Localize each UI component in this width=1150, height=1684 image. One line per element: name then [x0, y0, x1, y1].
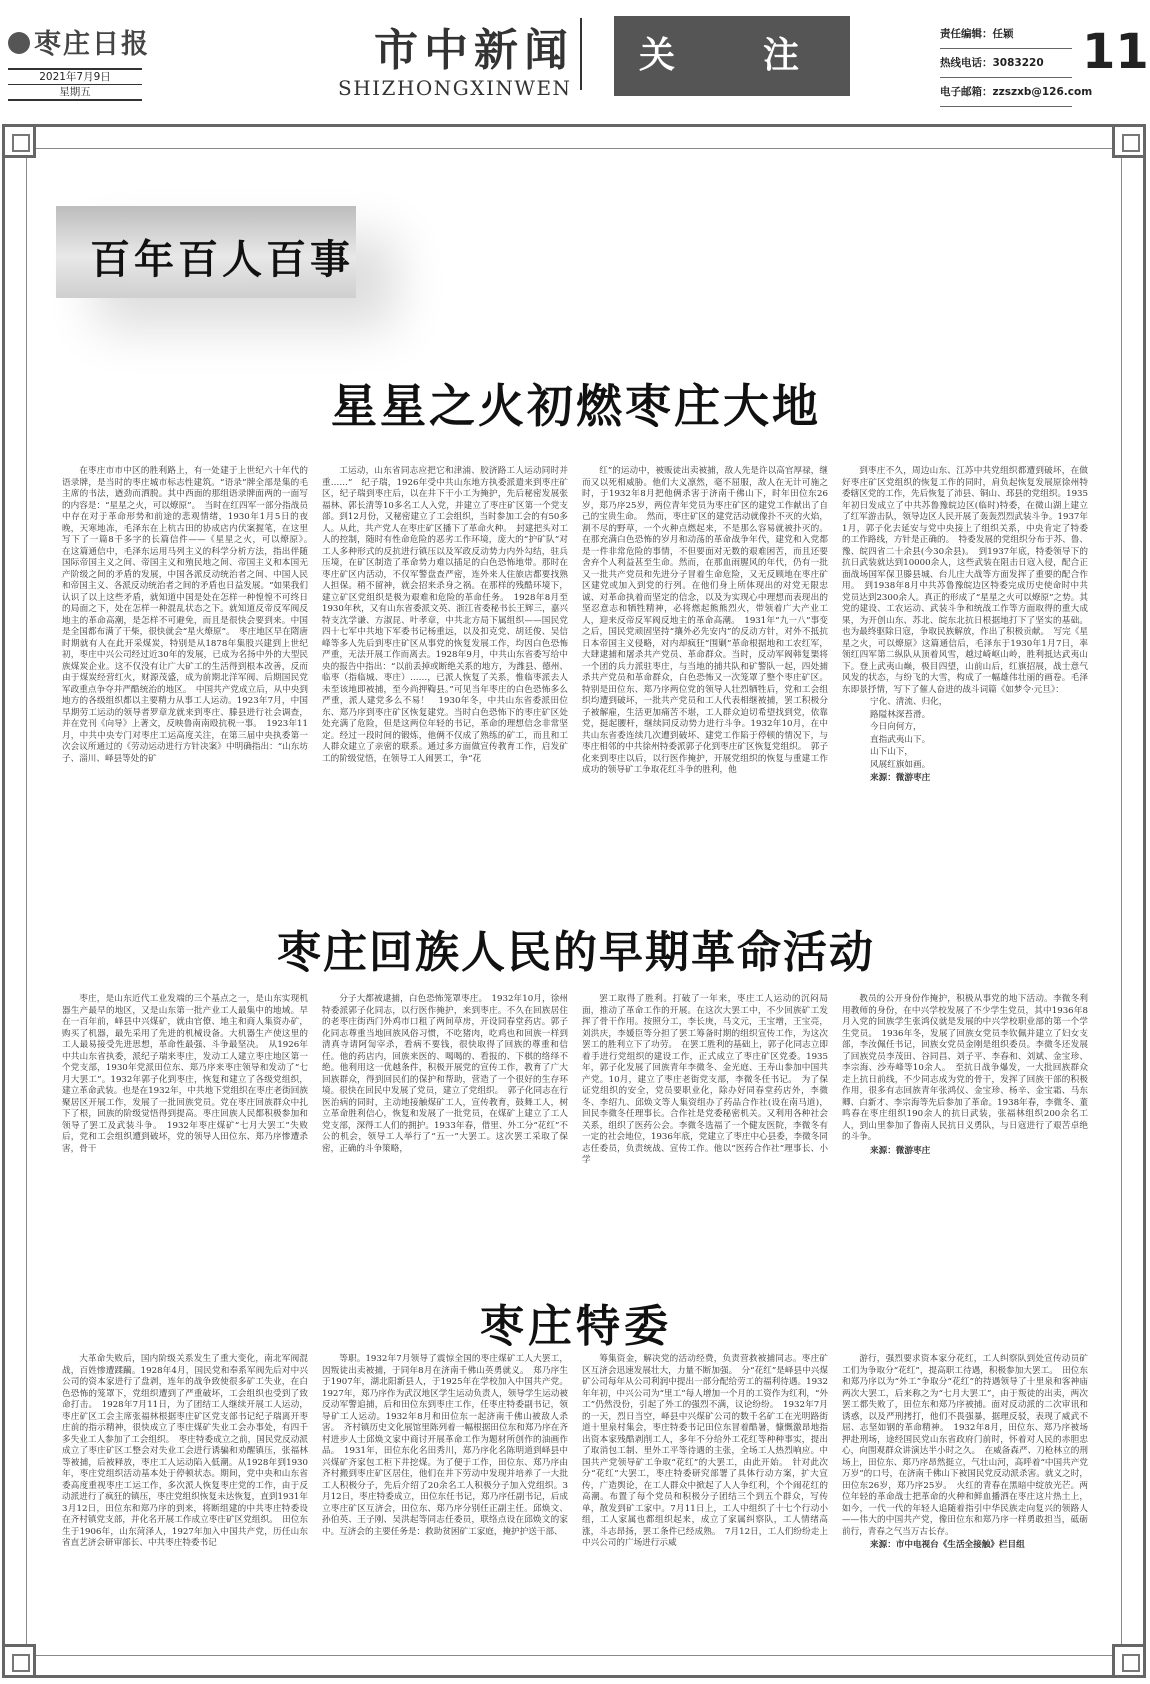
- article-text: 大革命失败后，国内阶级关系发生了重大变化，南北军阀混战，百姓惨遭蹂躏。1928年4月，国民党和奉系军阀先后对中兴公司的资本家进行了盘剥，连年的战争致使很多矿工失业，在白色恐怖的笼罩下，党组织遭到了严重破坏，工会组织也受到了致命打击。 1928年7月11日，为了团结工人继续开展工人运动，枣庄矿区工会主席张福林根据枣庄矿区党支部书记纪子瑞离开枣庄前的指示精神，很快成立了枣庄煤矿失业工会办事处，有四千多失业工人参加了工会组织。 枣庄特委成立之前，国民党反动派成立了枣庄矿区工整会对失业工会进行诱骗和劝醒镇压，张福林等被捕，后被释放，枣庄工人运动陷入低潮。从1928年到1930年，枣庄党组织活动基本处于停顿状态。期间，党中央和山东省委高度重视枣庄工运工作，多次派人恢复枣庄党的工作，由于反动派进行了疯狂的镇压，枣庄党组织恢复未达恢复，直到1931年3月12日，田位东和郑乃序的到来，将断组建的中共枣庄特委设在齐村镇党支部，并化名开展工作成立枣庄矿区党组织。 田位东生于1906年，山东菏泽人，1927年加入中国共产党，历任山东省直艺济会研审部长、中共枣庄特委书记: [62, 1354, 308, 1548]
- article-text: 游行，强烈要求资本家分花红，工人纠察队到处宣传动员矿工们为争取分“花红”，提高职工待遇，积极参加大罢工。 田位东和郑乃序以为“外工”争取分“花红”的持遇领导了十里泉和客神庙两次大罢工，后来称之为“七月大罢工”，由于叛徒的出卖，两次罢工都失败了，田位东和郑乃序被捕。面对反动派的二次审讯和诱惑，以及严刑拷打，他们不畏强暴，据理反驳，表现了威武不屈、志坚如钢的革命精神。 1932年8月，田位东、郑乃序被场押赴刑场，途经国民党山东省政府门前时，怀着对人民的赤胆忠心，向围观群众讲演达半小时之久。 在威备森严、刀枪林立的刑场上，田位东、郑乃序昂然挺立，气壮山河，高呼着“中国共产党万岁”的口号，在济南千佛山下被国民党反动派杀害。就义之时，田位东26岁，郑乃序25岁。 火红的青春在黑暗中绽放光芒。两位年轻的革命战士把革命的火种和鲜血播洒在枣庄这片热土上，如今，一代一代的年轻人追随着指引中华民族走向复兴的领路人——伟大的中国共产党，像田位东和郑乃序一样勇敢担当，砥砺前行，青春之气当万古长存。: [842, 1354, 1088, 1537]
- article-text: 等职。1932年7月领导了震惊全国的枣庄煤矿工人大罢工，因叛徒出卖被捕，于同年8月在济南千佛山英勇就义。 郑乃序生于1907年，湖北阳新县人，于1925年在学校加入中国共产党。1927年，郑乃序作为武汉地区学生运动负责人，领导学生运动被反动军警追捕，后和田位东到枣庄工作，任枣庄特委副书记，领导矿工人运动。1932年8月和田位东一起济南千佛山被敌人杀害。 齐村镇历史文化展馆里陈列着一幅根据田位东和郑乃序在齐村进步人士邱焕文家中商讨开展革命工作为题材所创作的油画作品。 1931年，田位东化名田秀川，郑乃序化名陈明道到峄县中兴煤矿齐家包工柜下井挖煤。为了便于工作，田位东、郑乃序由齐村搬到枣庄矿区居住，他们在井下劳动中发现并培养了一大批工人积极分子，先后介绍了20余名工人积极分子加入党组织。3月12日，枣庄特委成立，田位东任书记，郑乃序任副书记，后成立枣庄矿区互济会，田位东、郑乃序分别任正副主任。邱焕文、孙伯英、王子刚、吴洪起等同志任委员，联络点设在邱焕文的家中。互济会的主要任务是：救助贫困矿工家庭，掩护护送干部、: [322, 1354, 568, 1537]
- frame-corner-ornament: [2, 1644, 36, 1678]
- article-column: [62, 466, 317, 898]
- article-column: [582, 466, 828, 898]
- article-column: [842, 1354, 1088, 1654]
- article-text: 分子大都被逮捕，白色恐怖笼罩枣庄。 1932年10月，徐州特委派郭子化同志，以行医作掩护，来到枣庄。不久在回族居住的老枣庄街西门外鸡市口租了两间草房，开设同春堂药店。郭子化同志尊重当地回族风俗习惯，不吃猪肉，吃鸡也和回族一样到清真寺请阿訇宰杀，看病不要钱，很快取得了回族的尊重和信任。他的药店内，回族来医的、喝喝的、看报的、下棋的络绎不绝。他利用这一优越条件，积极开展党的宣传工作，教育了广大回族群众，得到回民们的保护和帮助，营造了一个很好的生存环境。很快在回民中发展了党员，建立了党组织。 郭子化同志在行医治病的同时，主动地接触煤矿工人，宣传教育，鼓舞工人，树立革命胜利信心，恢复和发展了一批党员，在煤矿上建立了工人党支部，深得工人们的拥护。1933年春，借里、外工分“花红”不公的机会，领导工人举行了“五一”大罢工。这次罢工采取了保密，正确的斗争策略，: [322, 994, 568, 1154]
- article-text: 筹集资金，解决党的活动经费，负责营救被捕同志。枣庄矿区互济会迅速发展壮大，力量不断加强。 分“花红”是峄县中兴煤矿公司每年从公司利润中提出一部分配给劳工的福利待遇。1932年年初，中兴公司为“里工”每人增加一个月的工资作为红利，“外工”仍然没份，引起了外工的强烈不满，议论纷纷。 1932年7月的一天，烈日当空，峄县中兴煤矿公司的数千名矿工在光明路街道十里泉村集会，枣庄特委书记田位东冒着酷暑，慷慨激昂地指出资本家残酷剥削工人，多年不分给外工花红等种种事实，提出了取消包工制、里外工平等待遇的主张，全场工人热烈响应。中国共产党领导矿工争取“花红”的大罢工，由此开始。 针对此次分“花红”大罢工，枣庄特委研究部署了具体行动方案，扩大宣传，广造舆论，在工人群众中掀起了人人争红利，个个闹花红的高潮。布置了每个党员和积极分子团结三个到五个群众，写传单，散发到矿工家中。7月11日上，工人中组织了十七个行动小组，工人家属也都组织起来，成立了家属纠察队，工人情绪高涨，斗志昂扬，罢工条件已经成熟。 7月12日，工人们纷纷走上中兴公司的广场进行示威: [582, 1354, 828, 1548]
- frame-corner-ornament: [1112, 124, 1146, 158]
- banner-title: 百年百人百事: [90, 237, 354, 283]
- section-pinyin: SHIZHONGXINWEN: [338, 76, 572, 100]
- article-source: 来源：微游枣庄: [870, 773, 931, 783]
- article-source: 来源：微游枣庄: [870, 1145, 931, 1156]
- article-headline: 枣庄特委: [480, 1301, 672, 1352]
- poem-line: 风展红旗如画。: [870, 759, 931, 770]
- article-headline: 星星之火初燃枣庄大地: [331, 379, 821, 433]
- frame-corner-ornament: [2, 124, 36, 158]
- article-text: 罢工取得了胜利。打破了一年来，枣庄工人运动的沉闷局面，推动了革命工作的开展。在这次大罢工中，不少回族矿工发挥了骨干作用。按照分工，李长庚，马文元，王宝增，王宝亮，刘洪庆，李媛臣等分担了罢工筹备时期的组织宣传工作，为这次罢工的胜利立下了功劳。 在罢工胜利的基础上，郭子化同志立即着手进行党组织的建设工作，正式成立了枣庄矿区党委。1935年，郭子化发展了回族青年李微冬、金光庭、王寿山参加中国共产党。10月，建立了枣庄老街党支部，李微冬任书记。 为了保证党组织的安全，党员要职业化，除办好同春堂药店外，李微冬、李绍九、邱焕文等人集资组办了药品合作社(设在南马道)，回民李微冬任理事长。合作社是党委秘密机关。又利用各种社会关系，组织了医药公会。李微冬选福了一个健友医院，李微冬有一定的社会地位，1936年底，党建立了枣庄中心县委，李微冬同志任委员，负责统战、宣传工作。他以“医药合作社”理事长、小学: [582, 994, 828, 1165]
- article-text: 红”的运动中，被贩徒出卖被捕，敌人先是许以高官厚禄，继而又以死相威胁。他们大义凛然，毫不屈服，敌人在无计可施之时，于1932年8月把他俩杀害于济南千佛山下，时年田位东26岁，郑乃序25岁，两位青年党员为枣庄矿区的建党工作献出了自己的宝贵生命。 然而，枣庄矿区的建党活动就像扑不灭的火焰，割不尽的野草，一个火种点燃起来，不是那么容易就被扑灭的。在那充满白色恐怖的岁月和动荡的革命战争年代，建党和入党都是一件非常危险的事情，不但要面对无数的艰难困苦，而且还要舍弃个人利益甚至生命。然而，在那血雨腥风的年代，仍有一批又一批共产党员和先进分子冒着生命危险，又无反顾地在枣庄矿区建党或加入到党的行列。在他们身上所体现出的对党无限忠诚、对革命执着而坚定的信念，以及为实现心中理想而表现出的坚忍意志和牺牲精神，必将燃起熊熊烈火，带领着广大产业工人，迎来反帝反军阀反地主的革命高潮。 1931年“九一八”事变之后，国民党顽固坚持“攘外必先安内”的反动方针，对外不抵抗日本帝国主义侵略，对内却疯狂“围剿”革命根据地和工农红军，大肆逮捕和屠杀共产党员、革命群众。当时，反动军阀韩复榘将一个团的兵力派驻枣庄，与当地的捕共队和矿警队一起，四处捕杀共产党员和革命群众，白色恐怖又一次笼罩了整个枣庄矿区。特别是田位东、郑乃序两位党的领导人壮烈牺牲后，党和工会组织均遭到破坏，一批共产党员和工人代表相继被捕，罢工积极分子被解雇，生活更加痛苦不堪，工人群众迫切希望找到党，依靠党，挺起腰杆，继续同反动势力进行斗争。1932年10月，在中共山东省委连续几次遭到破坏、建党工作陷于停顿的情况下，与枣庄相邻的中共徐州特委派郭子化到枣庄矿区恢复党组织。 郭子化来到枣庄以后，以行医作掩护，开展党组织的恢复与重建工作成功的领导矿工争取花红斗争的胜利，他: [582, 466, 828, 775]
- logo-text: 枣庄日报: [34, 29, 150, 60]
- hotline-line: 热线电话：3083220: [940, 49, 1072, 78]
- article-text: 枣庄，是山东近代工业发端的三个基点之一，是山东实现机器生产最早的地区，又是山东第一批产业工人最集中的地域。早在一百年前，峄县中兴煤矿，就由官僚、地主和商人集资办矿，购买了机器，最先采用了先进的机械设备。大机器生产使这里的工人最易接受先进思想，革命性最强、斗争最坚决。 从1926年中共山东省执委，派纪子瑞来枣庄，发动工人建立枣庄地区第一个党支部，1930年党派田位东、郑乃序来枣庄领导和发动了“七月大罢工”。1932年郭子化到枣庄，恢复和建立了各级党组织，建立革命武装。也是在1932年，中共地下党组织在枣庄老街回族聚居区开展工作，发展了一批回族党员。党在枣庄回族群众中扎下了根，回族的阶级觉悟得到提高。枣庄回族人民都积极参加和领导了罢工及武装斗争。 1932年枣庄煤矿“七月大罢工”失败后，党和工会组织遭到破坏，党的领导人田位东、郑乃序惨遭杀害，骨干: [62, 994, 308, 1154]
- frame-corner-ornament: [1112, 1644, 1146, 1678]
- article-column: [582, 1354, 828, 1654]
- article-column: [322, 466, 568, 898]
- article-source: 来源：市中电视台《生活全接触》栏目组: [870, 1540, 1025, 1550]
- contact-info: [940, 20, 1093, 107]
- poem-line: 宁化、清流、归化，: [870, 697, 948, 707]
- logo-icon: [8, 32, 30, 54]
- article-body: [62, 1354, 1088, 1654]
- article-text: 教员的公开身份作掩护，积极从事党的地下活动。李微冬利用教师的身份，在中兴学校发展了不少学生党员，其中1936年8月入党的回族学生张鸿仪就是发展的中兴学校职业部的第一个学生党员。 1936年冬，发展了回族女党员李钦佩并建立了妇女支部，李汝佩任书记，回族女党员金刚是组织委员。李微冬还发展了回族党员李茂田、谷同昌、刘子平、李春和、刘斌、金宝珍、李宗海、沙寿峰等10余人。 至抗日战争爆发，一大批回族群众走上抗日前线，不少同志成为党的骨干，发挥了回族干部的积极作用，很多有志回族青年张鸿仪、金宝珍、杨辛、金宝霜、马东卿、白新才、李宗海等先后参加了革命。1938年春，李微冬、董鸣春在枣庄组织190余人的抗日武装，张福林组织200余名工人，到山里参加了鲁南人民抗日义勇队，与日寇进行了艰苦卓绝的斗争。: [842, 994, 1088, 1142]
- issue-weekday: 星期五: [8, 84, 142, 99]
- article-column: [582, 994, 828, 1226]
- masthead-divider: [580, 18, 582, 90]
- poem-line: 山下山下，: [870, 747, 913, 757]
- focus-label: 关 注: [614, 16, 850, 96]
- article-column: [62, 994, 308, 1226]
- article-headline: 枣庄回族人民的早期革命活动: [277, 927, 875, 978]
- poem-line: 直指武夷山下。: [870, 734, 931, 745]
- masthead: [0, 0, 1150, 110]
- article-column: [62, 1354, 308, 1654]
- article-text: 在枣庄市市中区的胜利路上，有一处建于上世纪六十年代的语录牌，是当时的枣庄城市标志性建筑。“语录”牌全部是集的毛主席的书法，遒劲而洒脱。其中西面的那组语录牌面两的一面写的内容是：“星星之火，可以燎原”。 当时在红四军一部分指战员中存在对于革命形势和前途的悲观情绪，1930年1月5日的夜晚，天寒地冻，毛泽东在上杭古田的协成店内伏案握笔，在这里写下了一篇8千多字的长篇信件——《星星之火，可以燎原》。 在这篇通信中，毛泽东运用马列主义的科学分析方法，指出伴随国际帝国主义之间、帝国主义和殖民地之间、帝国主义和本国无产阶级之间的矛盾的发展，中国各派反动统治者之间、中国人民和帝国主义、各派反动统治者之间的矛盾也日益发展。“如果我们认识了以上这些矛盾，就知道中国是处在怎样一种惶惶不可终日的局面之下，处在怎样一种混乱状态之下。就知道反帝反军阀反地主的革命高潮，是怎样不可避免，而且是很快会要到来。中国是全国都布满了干柴，很快就会“星火燎原”。 枣庄地区早在隋唐时期就有人在此开采煤炭，特别是从1878年集股兴建到上世纪初，枣庄中兴公司经过近30年的发展，已成为名扬中外的大型民族煤炭企业。这不仅没有让广大矿工的生活得到根本改善，反而由于煤炭经营红火，财源茂盛，成为前期北洋军阀、后期国民党军政重点争夺并严酷统治的地区。 中国共产党成立后，从中央到地方的各级组织都以主要精力从事工人运动。1923年7月，中国早期劳工运动的领导者罗章龙就来到枣庄、滕县进行社会调查，并在党刊《向导》上著文，反映鲁南南殴抗税一事。 1923年11月，中共中央专门对枣庄工运高度关注，在第三届中央执委第一次会议所通过的《劳动运动进行方针决案》中明确指出：“山东坊子、淄川、峄县等处的矿: [62, 466, 317, 764]
- newspaper-logo: [8, 22, 150, 61]
- article-column: [842, 994, 1088, 1226]
- email-line: 电子邮箱：zzszxb@126.com: [940, 78, 1072, 107]
- article-text: 到枣庄不久，周边山东、江苏中共党组织都遭到破坏，在做好枣庄矿区党组织的恢复工作的同时，肩负起恢复发展原徐州特委辖区党的工作，先后恢复了沛县、铜山、邳县的党组织。1935年初日发成立了中共苏鲁豫皖边区(临时)特委，在微山湖上建立了红军游击队，领导边区人民开展了轰轰烈烈武装斗争。1937年1月，郭子化去延安与党中央接上了组织关系，中央肯定了特委的工作路线，方针是正确的。 特委发展的党组织分布于苏、鲁、豫、皖四省二十余县(今30余县)。 到1937年底，特委领导下的抗日武装就达到10000余人，这些武装在阻击日寇入侵，配合正面战场国军保卫滕县城、台儿庄大战等方面发挥了重要的配合作用。 到1938年8月中共苏鲁豫皖边区特委完成历史使命时中共党员达到2300余人。真正的形成了“星星之火可以燎原”之势。其党的建设、工农运动、武装斗争和统战工作等方面取得的重大成果，为开创山东、苏北、皖东北抗日根据地打下了坚实的基础。也为最终驱除日寇，争取民族解放，作出了积极贡献。 写完《星星之火，可以燎原》这篇通信后，毛泽东于1930年1月7日，率领红四军第二纵队从顶着风雪，越过崎岖山岭，胜利抵达武夷山下。登上武夷山巅，极目四望，山前山后，红旗招展，战士意气风发的状态，与纷飞的大雪，构成了一幅雄伟壮丽的画卷。毛泽东即景抒情，写下了催人奋进的战斗词篇《如梦令·元旦》：: [842, 466, 1088, 695]
- article-body: [62, 994, 1088, 1226]
- issue-date: 2021年7月9日: [39, 71, 111, 83]
- poem-line: 路隘林深苔滑。: [870, 709, 931, 720]
- editor-line: 责任编辑：任颖: [940, 20, 1072, 49]
- column-banner: [56, 206, 356, 298]
- section-title: 市中新闻: [374, 25, 574, 76]
- article-text: 工运动，山东省同志应把它和津浦、胶济路工人运动同时并重……” 纪子瑞，1926年受中共山东地方执委派遣来到枣庄矿区，纪子瑞到枣庄后，以在井下干小工为掩护，先后秘密发展张福林、郭长清等10多名工人入党，并建立了枣庄矿区第一个党支部。到12月份，又秘密建立了工会组织，当时参加工会的有50多人。从此，共产党人在枣庄矿区播下了革命火种。 封建把头对工人的控制，随时有性命危险的恶劣工作环境，庞大的“护矿队”对工人多种形式的反抗进行镇压以及军政反动势力内外勾结，驻兵压境，在矿区制造了革命势力难以插足的白色恐怖地带。那时在枣庄矿区内活动，不仅军警盘查严密，连外来人住旅店都要找熟人担保。稍不留神，就会招来杀身之祸。在那样的残酷环境下，建立矿区党组织是极为艰难和危险的革命任务。 1928年8月至1930年秋，又有山东省委派文英、浙江省委秘书长王辉三，嘉兴特支沈学谦、方淑昆、叶孝章，中共北方局下属组织——国民党四十七军中共地下军委书记杨重远，以及扣克党、胡廷俊、吴信峰等多人先后到枣庄矿区从事党的恢复发展工作，均因白色恐怖严重，无法开展工作而离去。1928年9月，中共山东省委写给中央的报告中指出：“以前丢掉或断绝关系的地方，为潍县、德州、临枣（指临城、枣庄）……，已派人恢复了关系，惟临枣派去人未至该地即被捕，至今尚押鞫县。”可见当年枣庄的白色恐怖多么严重，派人建党多么不易！ 1930年冬，中共山东省委派田位东、郑乃序到枣庄矿区恢复建党。当时白色恐怖下的枣庄矿区处处充满了危险，但是这两位年轻的书记，革命的理想信念非常坚定。经过一段时间的锻炼，他俩不仅成了熟练的矿工，而且和工人群众建立了亲密的联系。通过多方面做宣传教育工作，启发矿工的阶级觉悟，在领导工人闹罢工，争“花: [322, 466, 568, 764]
- poem-line: 今日向何方，: [870, 722, 922, 732]
- article-column: [322, 994, 568, 1226]
- article-column: [842, 466, 1088, 898]
- article-body: [62, 466, 1088, 898]
- article-column: [322, 1354, 568, 1654]
- page-number: 11: [1082, 24, 1149, 80]
- date-box: [8, 68, 142, 101]
